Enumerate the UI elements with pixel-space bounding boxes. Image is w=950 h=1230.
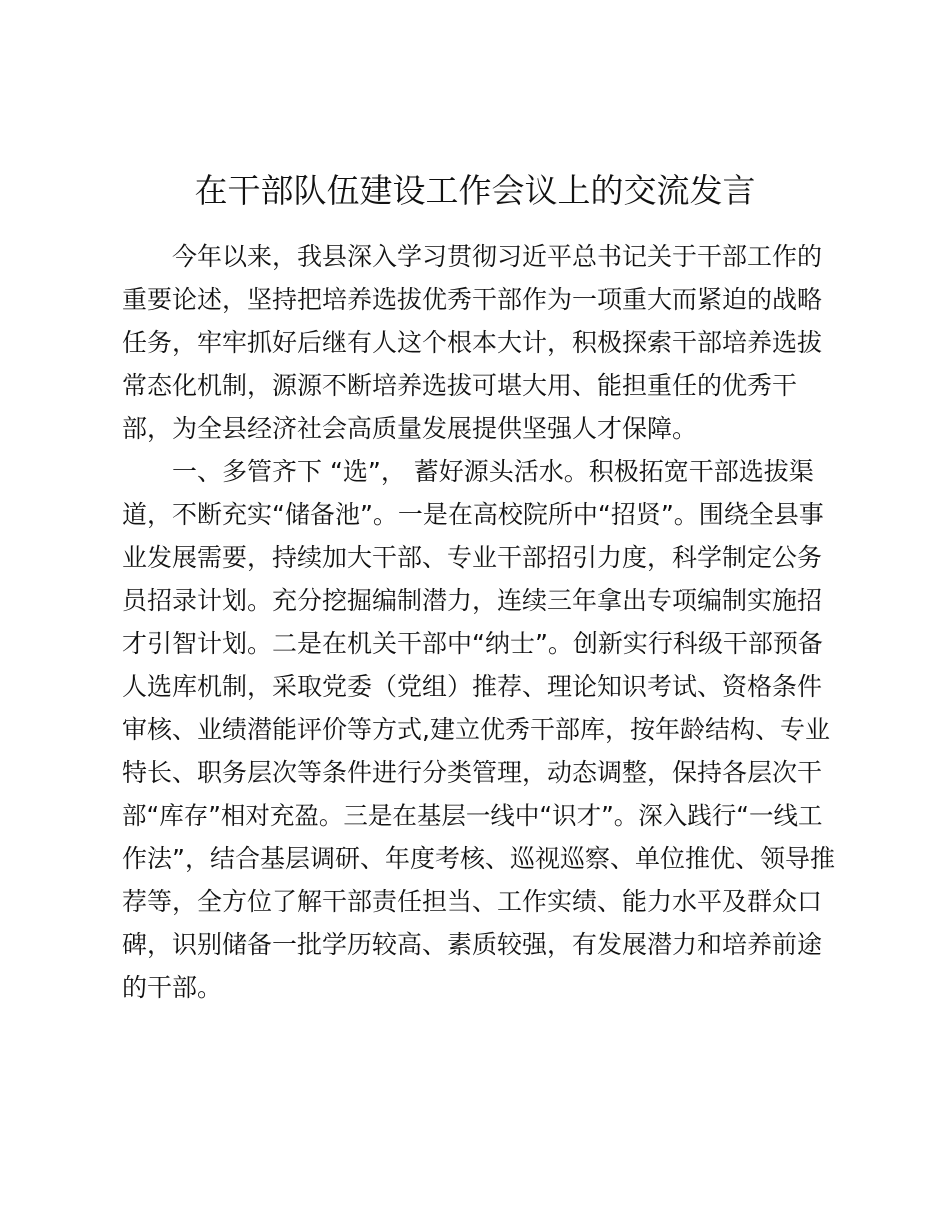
- paragraph-line: 审核、业绩潜能评价等方式,建立优秀干部库，按年龄结构、专业: [122, 715, 830, 744]
- paragraph-line: 才引智计划。二是在机关干部中“纳士”。创新实行科级干部预备: [122, 629, 823, 658]
- paragraph-line: 的干部。: [122, 973, 223, 1002]
- paragraph-line: 作法”，结合基层调研、年度考核、巡视巡察、单位推优、领导推: [122, 844, 835, 873]
- paragraph-line: 人选库机制，采取党委（党组）推荐、理论知识考试、资格条件: [122, 672, 823, 701]
- paragraph-line: 任务，牢牢抓好后继有人这个根本大计，积极探索干部培养选拔: [122, 328, 823, 357]
- paragraph-line: 荐等，全方位了解干部责任担当、工作实绩、能力水平及群众口: [122, 887, 823, 916]
- paragraph-line: 今年以来，我县深入学习贯彻习近平总书记关于干部工作的: [172, 242, 823, 271]
- paragraph-line: 特长、职务层次等条件进行分类管理，动态调整，保持各层次干: [122, 758, 823, 787]
- paragraph-line: 碑，识别储备一批学历较高、素质较强，有发展潜力和培养前途: [122, 930, 823, 959]
- paragraph-line: 员招录计划。充分挖掘编制潜力，连续三年拿出专项编制实施招: [122, 586, 823, 615]
- paragraph-line: 一、多管齐下 “选”， 蓄好源头活水。积极拓宽干部选拔渠: [172, 457, 814, 486]
- paragraph-line: 重要论述，坚持把培养选拔优秀干部作为一项重大而紧迫的战略: [122, 285, 823, 314]
- paragraph-line: 道，不断充实“储备池”。一是在高校院所中“招贤”。围绕全县事: [122, 500, 824, 529]
- paragraph-line: 部，为全县经济社会高质量发展提供坚强人才保障。: [122, 414, 698, 443]
- paragraph-line: 业发展需要，持续加大干部、专业干部招引力度，科学制定公务: [122, 543, 823, 572]
- document-title: 在干部队伍建设工作会议上的交流发言: [194, 171, 756, 210]
- paragraph-line: 部“库存”相对充盈。三是在基层一线中“识才”。深入践行“一线工: [122, 801, 823, 830]
- paragraph-line: 常态化机制，源源不断培养选拔可堪大用、能担重任的优秀干: [122, 371, 798, 400]
